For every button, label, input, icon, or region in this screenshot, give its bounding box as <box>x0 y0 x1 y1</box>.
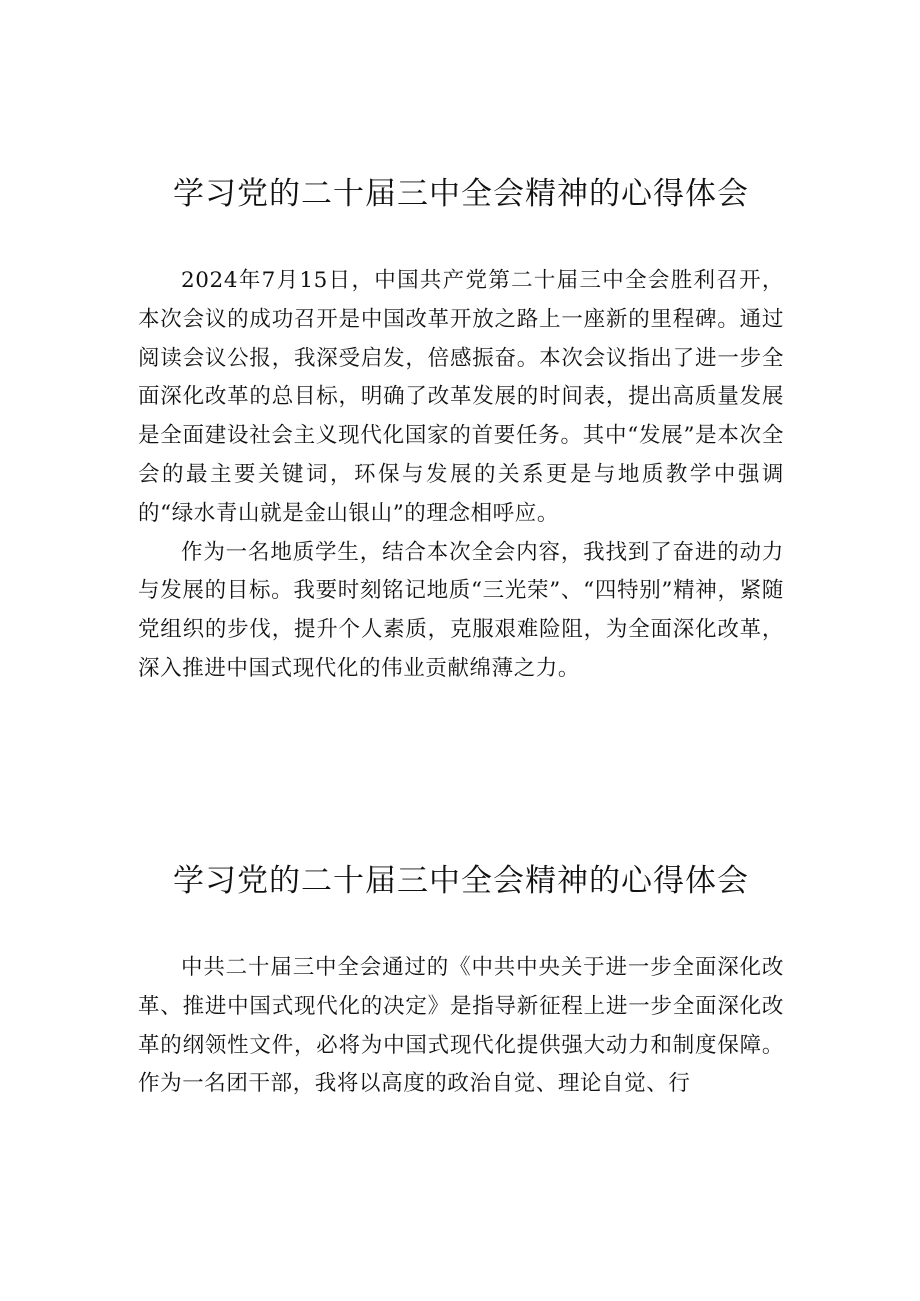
article-section <box>138 170 784 689</box>
article-body <box>138 262 784 689</box>
article-title: 学习党的二十届三中全会精神的心得体会 <box>173 176 749 212</box>
article-section <box>138 857 784 1104</box>
paragraph: 作为一名地质学生，结合本次全会内容，我找到了奋进的动力与发展的目标。我要时刻铭记地质“三光荣”、“四特别”精神，紧随党组织的步伐，提升个人素质，克服艰难险阻，为全面深化改革，深入推进中国式现代化的伟业贡献绵薄之力。 <box>138 539 784 681</box>
article-title: 学习党的二十届三中全会精神的心得体会 <box>173 863 749 899</box>
paragraph: 2024年7月15日，中国共产党第二十届三中全会胜利召开，本次会议的成功召开是中国改革开放之路上一座新的里程碑。通过阅读会议公报，我深受启发，倍感振奋。本次会议指出了进一步全面深化改革的总目标，明确了改革发展的时间表，提出高质量发展是全面建设社会主义现代化国家的首要任务。其中“发展”是本次全会的最主要关键词，环保与发展的关系更是与地质教学中强调的“绿水青山就是金山银山”的理念相呼应。 <box>138 268 784 526</box>
paragraph: 中共二十届三中全会通过的《中共中央关于进一步全面深化改革、推进中国式现代化的决定》是指导新征程上进一步全面深化改革的纲领性文件，必将为中国式现代化提供强大动力和制度保障。作为一名团干部，我将以高度的政治自觉、理论自觉、行 <box>138 955 784 1097</box>
article-body <box>138 949 784 1104</box>
